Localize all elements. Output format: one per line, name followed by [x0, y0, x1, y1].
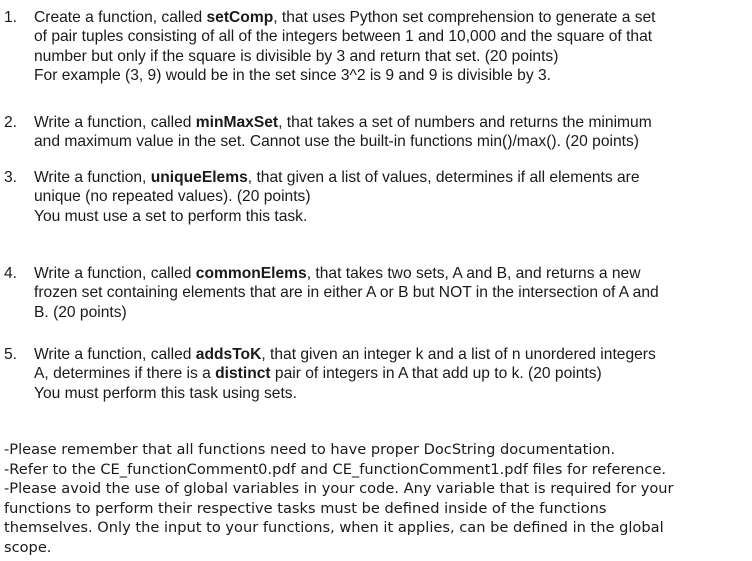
function-name: setComp: [206, 9, 274, 26]
question-body: [34, 8, 748, 86]
text-run: unique (no repeated values). (20 points): [34, 188, 311, 206]
question-body: [34, 345, 748, 403]
text-run: , that takes a set of numbers and returns the minimum: [278, 114, 652, 131]
question-number: 2.: [4, 114, 18, 131]
text-run: pair of integers in A that add up to k. (20 points): [270, 365, 602, 383]
text-run: frozen set containing elements that are in either A or B but NOT in the intersection of A and: [34, 284, 659, 302]
question-5: [4, 345, 748, 403]
question-1: [4, 8, 748, 86]
question-line: [34, 132, 748, 151]
question-number: 4.: [4, 265, 18, 282]
text-run: Write a function, called: [34, 114, 196, 131]
instructions-notes: [4, 440, 748, 558]
question-line: [34, 168, 748, 187]
text-run: Write a function, called: [34, 265, 196, 282]
question-body: [34, 168, 748, 226]
text-run: Create a function, called: [34, 9, 207, 26]
text-run: Write a function, called: [34, 346, 196, 363]
question-line: [34, 66, 748, 85]
question-line: [34, 113, 748, 132]
question-body: [34, 264, 748, 322]
text-run: , that uses Python set comprehension to generate a set: [273, 9, 656, 26]
text-run: Write a function,: [34, 169, 151, 186]
question-line: [34, 187, 748, 206]
question-body: [34, 113, 748, 152]
text-run: , that given an integer k and a list of n unordered integers: [261, 346, 656, 363]
text-run: For example (3, 9) would be in the set since 3^2 is 9 and 9 is divisible by 3.: [34, 67, 551, 85]
question-line: [34, 364, 748, 383]
question-line: [34, 8, 748, 27]
question-line: [34, 207, 748, 226]
text-run: You must perform this task using sets.: [34, 384, 297, 402]
note-line: themselves. Only the input to your functions, when it applies, can be defined in the global: [4, 519, 664, 537]
function-name: minMaxSet: [195, 114, 279, 131]
text-run: , that given a list of values, determines if all elements are: [247, 169, 640, 186]
text-run: , that takes two sets, A and B, and returns a new: [306, 265, 641, 282]
question-line: [34, 27, 748, 46]
text-run: A, determines if there is a: [34, 365, 216, 383]
question-line: [34, 283, 748, 302]
text-run: of pair tuples consisting of all of the integers between 1 and 10,000 and the square of that: [34, 28, 653, 46]
note-line: -Please avoid the use of global variables in your code. Any variable that is required for your: [4, 480, 674, 498]
question-line: [34, 303, 748, 322]
question-2: [4, 113, 748, 152]
question-number: 1.: [4, 9, 18, 26]
question-number: 3.: [4, 169, 18, 186]
question-4: [4, 264, 748, 322]
function-name: commonElems: [195, 265, 307, 282]
question-line: [34, 384, 748, 403]
question-line: [34, 345, 748, 364]
question-line: [34, 47, 748, 66]
question-line: [34, 264, 748, 283]
function-name: uniqueElems: [150, 169, 248, 186]
note-line: functions to perform their respective tasks must be defined inside of the functions: [4, 499, 607, 517]
emphasis-word: distinct: [215, 365, 271, 383]
note-line: scope.: [4, 538, 52, 556]
note-line: -Please remember that all functions need to have proper DocString documentation.: [4, 441, 616, 458]
text-run: You must use a set to perform this task.: [34, 207, 308, 225]
text-run: B. (20 points): [34, 303, 127, 321]
function-name: addsToK: [195, 346, 262, 363]
question-3: [4, 168, 748, 226]
text-run: and maximum value in the set. Cannot use the built-in functions min()/max(). (20 points): [34, 133, 639, 151]
text-run: number but only if the square is divisible by 3 and return that set. (20 points): [34, 47, 559, 65]
question-number: 5.: [4, 346, 18, 363]
note-line: -Refer to the CE_functionComment0.pdf and CE_functionComment1.pdf files for reference.: [4, 460, 667, 478]
